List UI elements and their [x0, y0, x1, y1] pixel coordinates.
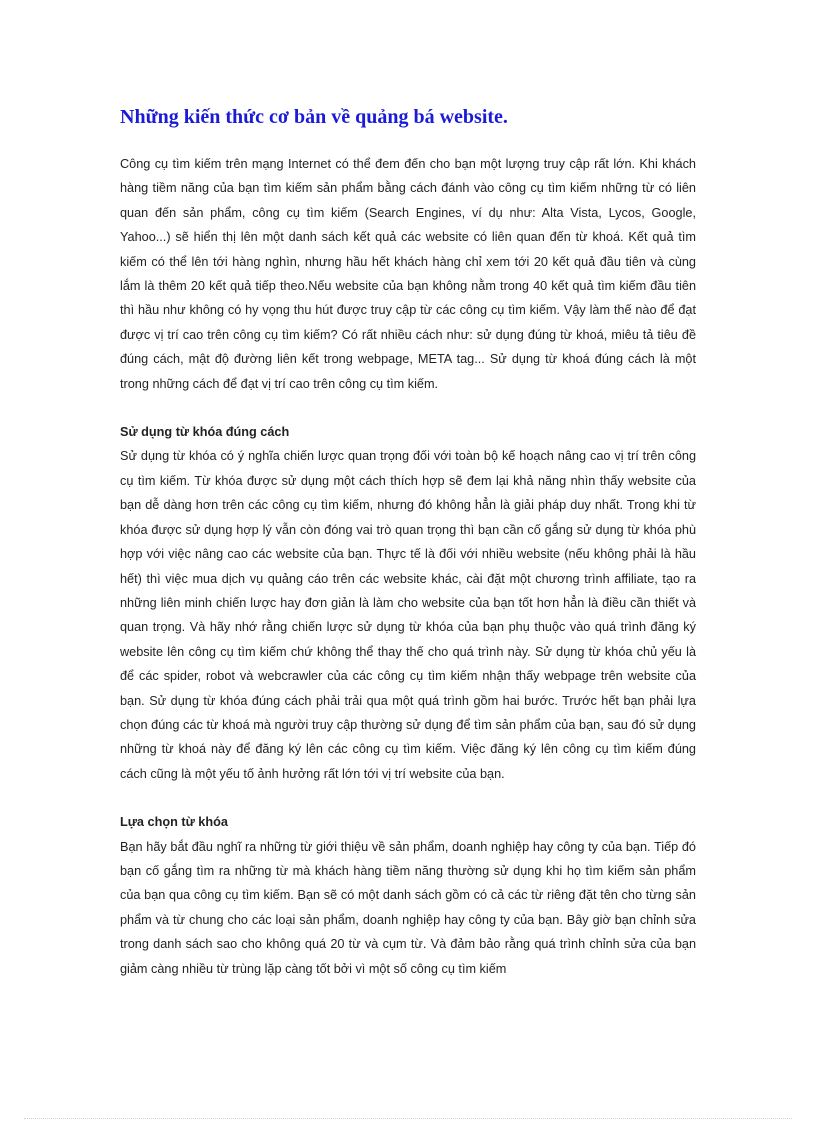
section-heading-keyword-usage: Sử dụng từ khóa đúng cách [120, 425, 290, 440]
keyword-usage-paragraph: Sử dụng từ khóa có ý nghĩa chiến lược quan trọng đối với toàn bộ kế hoạch nâng cao vị trí trên công cụ tìm kiếm. Từ khóa được sử dụng một cách thích hợp sẽ đem lại khả năng nhìn thấy website của bạn dễ dàng hơn trên các công cụ tìm kiếm, nhưng đó không hẳn là giải pháp duy nhất. Trong khi từ khóa được sử dụng hợp lý vẫn còn đóng vai trò quan trọng thì bạn cần cố gắng sử dụng từ khóa phù hợp với việc nâng cao các website của bạn. Thực tế là đối với nhiều website (nếu không phải là hầu hết) thì việc mua dịch vụ quảng cáo trên các website khác, cài đặt một chương trình affiliate, tạo ra những liên minh chiến lược hay đơn giản là làm cho website của bạn tốt hơn hẳn là điều cần thiết và quan trọng. Và hãy nhớ rằng chiến lược sử dụng từ khóa của bạn phụ thuộc vào quá trình đăng ký website lên công cụ tìm kiếm chứ không thể thay thế cho quá trình này. Sử dụng từ khóa chủ yếu là để các spider, robot và webcrawler của các công cụ tìm kiếm nhận thấy webpage trên website của bạn. Sử dụng từ khóa đúng cách phải trải qua một quá trình gồm hai bước. Trước hết bạn phải lựa chọn đúng các từ khoá mà người truy cập thường sử dụng để tìm sản phẩm của bạn, sau đó sử dụng những từ khoá này để đăng ký lên các công cụ tìm kiếm. Việc đăng ký lên công cụ tìm kiếm đúng cách cũng là một yếu tố ảnh hưởng rất lớn tới vị trí website của bạn. [120, 449, 696, 781]
section-heading-keyword-selection: Lựa chọn từ khóa [120, 815, 228, 830]
page-bottom-divider [24, 1118, 792, 1119]
document-content [120, 104, 696, 981]
intro-paragraph: Công cụ tìm kiếm trên mạng Internet có thể đem đến cho bạn một lượng truy cập rất lớn. Khi khách hàng tiềm năng của bạn tìm kiếm sản phẩm bằng cách đánh vào công cụ tìm kiếm những từ có liên quan đến sản phẩm, công cụ tìm kiếm (Search Engines, ví dụ như: Alta Vista, Lycos, Google, Yahoo...) sẽ hiển thị lên một danh sách kết quả các website có liên quan đến từ khoá. Kết quả tìm kiếm có thể lên tới hàng nghìn, nhưng hầu hết khách hàng chỉ xem tới 20 kết quả đầu tiên và cùng lắm là thêm 20 kết quả tiếp theo.Nếu website của bạn không nằm trong 40 kết quả tìm kiếm đầu tiên thì hầu như không có hy vọng thu hút được truy cập từ các công cụ tìm kiếm. Vậy làm thế nào để đạt được vị trí cao trên công cụ tìm kiếm? Có rất nhiều cách như: sử dụng đúng từ khoá, miêu tả tiêu đề đúng cách, mật độ đường liên kết trong webpage, META tag... Sử dụng từ khoá đúng cách là một trong những cách để đạt vị trí cao trên công cụ tìm kiếm. [120, 157, 696, 391]
document-title: Những kiến thức cơ bản về quảng bá website. [120, 106, 508, 128]
keyword-selection-paragraph: Bạn hãy bắt đầu nghĩ ra những từ giới thiệu về sản phẩm, doanh nghiệp hay công ty của bạn. Tiếp đó bạn cố gắng tìm ra những từ mà khách hàng tiềm năng thường sử dụng khi họ tìm kiếm sản phẩm của bạn qua công cụ tìm kiếm. Bạn sẽ có một danh sách gồm có cả các từ riêng đặt tên cho từng sản phẩm và từ chung cho các loại sản phẩm, doanh nghiệp hay công ty của bạn. Bây giờ bạn chỉnh sửa trong danh sách sao cho không quá 20 từ và cụm từ. Và đảm bảo rằng quá trình chỉnh sửa của bạn giảm càng nhiều từ trùng lặp càng tốt bởi vì một số công cụ tìm kiếm [120, 839, 696, 976]
